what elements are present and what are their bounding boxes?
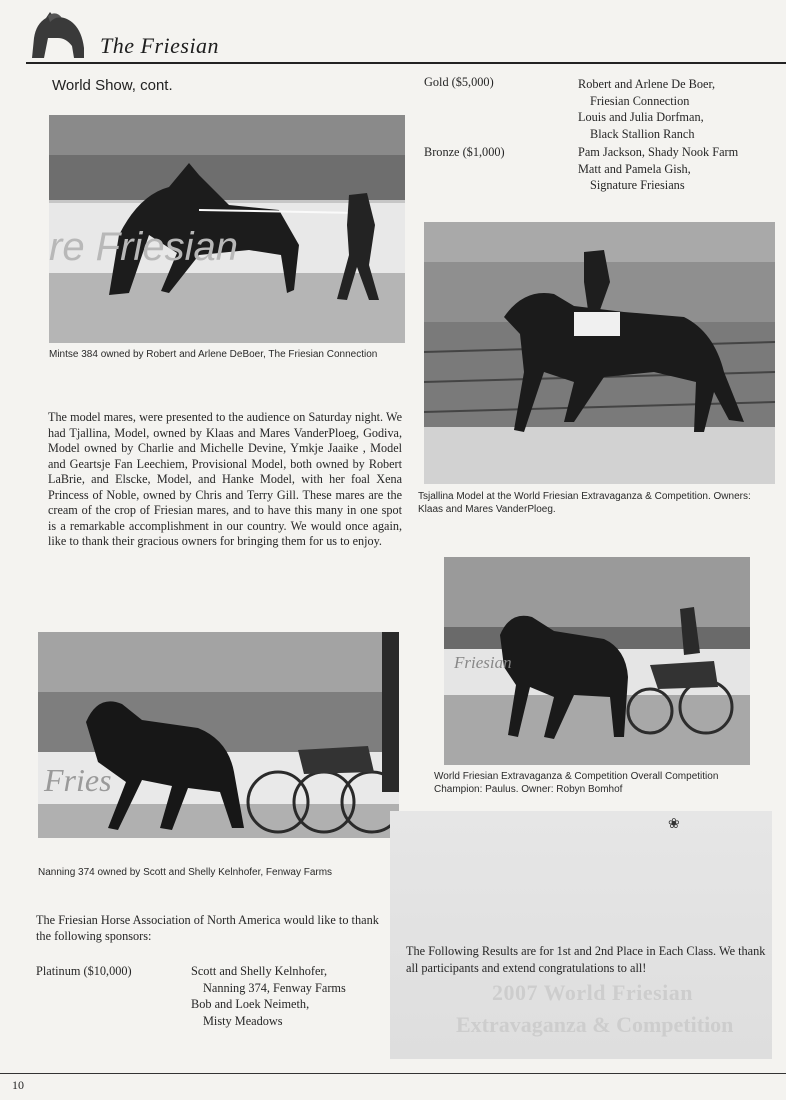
body-paragraph: The model mares, were presented to the audience on Saturday night. We had Tjallina, Model, owned by Klaas and Mares VanderPloeg, Godiva, Model owned by Charlie and Michelle Devine, Ymkje Jaaike , Model and Geartsje Fan Leechiem, Provisional Model, both owned by Robert LaBrie, and Elscke, Model, and Hanke Model, with her foal Xena Princess of Noble, owned by Chris and Terry Gill. These mares are the cream of the crop of Friesian mares, and to have this many in one spot is a remarkable accomplishment in our country. We would once again, like to thank their gracious owners for bringing them for us to enjoy. (48, 410, 402, 548)
magazine-title: The Friesian (100, 33, 220, 58)
sponsor-line: Pam Jackson, Shady Nook Farm (578, 145, 739, 159)
sponsor-line: Signature Friesians (590, 178, 685, 192)
sponsor-line: Nanning 374, Fenway Farms (203, 980, 346, 995)
header-rule (26, 62, 786, 64)
sponsor-list-gold (578, 76, 778, 142)
friesian-horse-logo-icon (26, 8, 88, 60)
sponsor-list-bronze (578, 144, 783, 194)
sponsor-tier-platinum: Platinum ($10,000) (36, 964, 132, 978)
photo-caption: Mintse 384 owned by Robert and Arlene DeBoer, The Friesian Connection (49, 349, 378, 360)
photo-caption: World Friesian Extravaganza & Competition Overall Competition Champion: Paulus. Owner: Robyn Bomhof (434, 771, 719, 795)
footer-rule (0, 1073, 786, 1074)
photo-mintse-in-hand (49, 115, 405, 343)
sponsor-tier-gold: Gold ($5,000) (424, 75, 494, 89)
results-watermark: 2007 World Friesian (492, 980, 693, 1005)
results-watermark: Extravaganza & Competition (456, 1012, 734, 1037)
sponsor-line: Scott and Shelly Kelnhofer, (191, 964, 328, 978)
sponsor-line: Misty Meadows (203, 1013, 283, 1028)
photo-caption: Tsjallina Model at the World Friesian Extravaganza & Competition. Owners: Klaas and Mares VanderPloeg. (418, 491, 751, 515)
sponsor-list-platinum (191, 963, 401, 1029)
sponsor-line: Louis and Julia Dorfman, (578, 110, 704, 124)
sponsor-line: Robert and Arlene De Boer, (578, 77, 716, 91)
photo-banner-text: Friesian (454, 653, 512, 672)
sponsor-line: Black Stallion Ranch (590, 126, 695, 141)
results-note: The Following Results are for 1st and 2nd Place in Each Class. We thank all participants and extend congratulations to all! (406, 944, 766, 975)
sponsor-line: Matt and Pamela Gish, (578, 161, 691, 176)
sponsor-line: Friesian Connection (590, 93, 690, 108)
photo-tsjallina-ridden (424, 222, 775, 484)
photo-nanning-driving (38, 632, 399, 838)
sponsors-intro: The Friesian Horse Association of North America would like to thank the following sponsors: (36, 913, 379, 943)
sponsor-line: Bob and Loek Neimeth, (191, 997, 310, 1011)
photo-banner-text: Fries (44, 762, 112, 798)
photo-banner-text: re Friesian (49, 225, 238, 269)
ornament-icon: ❀ (668, 817, 680, 832)
photo-caption: Nanning 374 owned by Scott and Shelly Kelnhofer, Fenway Farms (38, 867, 333, 878)
photo-paulus-driving (444, 557, 750, 765)
sponsor-tier-bronze: Bronze ($1,000) (424, 145, 505, 159)
page-number: 10 (12, 1078, 24, 1092)
section-heading: World Show, cont. (52, 77, 173, 94)
